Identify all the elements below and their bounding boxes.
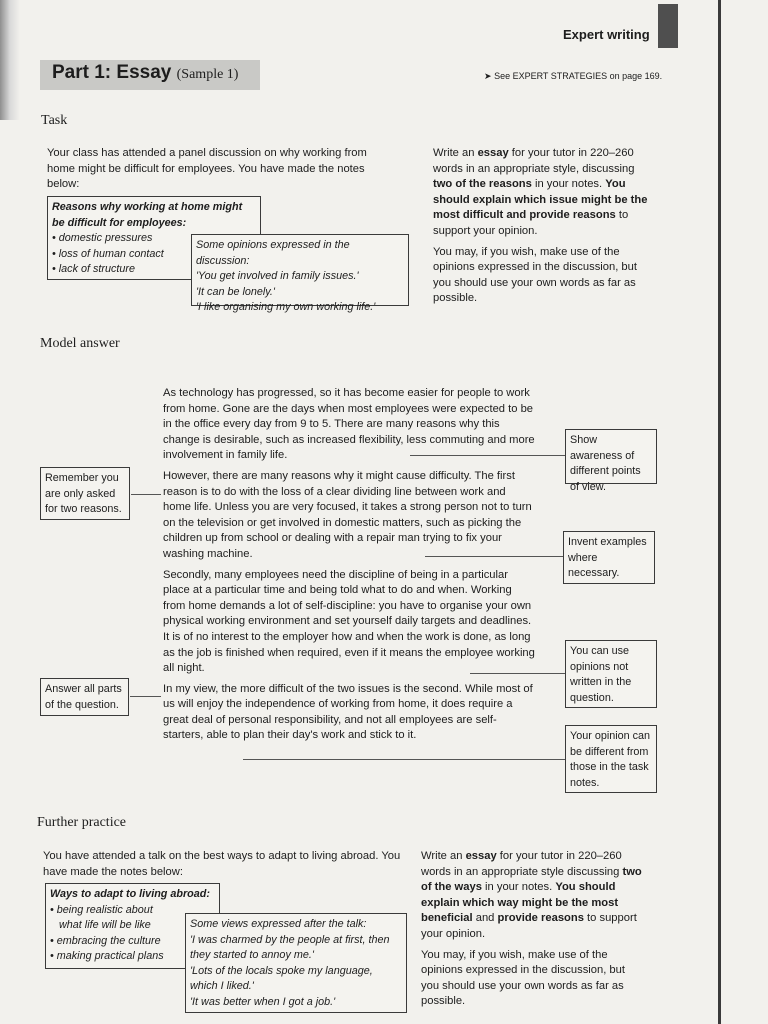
text-run-bold: two of the ways — [421, 865, 642, 894]
margin-note-two-reasons: Remember you are only asked for two reasons. — [40, 467, 130, 520]
scan-edge-shadow — [0, 0, 20, 120]
opinion-item: 'I like organising my own working life.' — [196, 301, 376, 314]
view-item: 'It was better when I got a job.' — [190, 995, 336, 1008]
model-answer-paragraph: As technology has progressed, so it has become easier for people to work from home. Gone are the days when most employees were expected to be in the office every day from 9 to 5. There are many reasons why this change is desirable, such as increased flexibility, less commuting and more involvement in family life. — [163, 387, 535, 462]
part-title-main: Part 1: Essay — [52, 62, 172, 83]
model-answer-text — [163, 386, 535, 749]
text-run-bold: essay — [477, 147, 509, 159]
text-run: for your tutor in 220–260 words in an appropriate style, discussing — [433, 147, 635, 175]
reasons-notes-title: Reasons why working at home might be difficult for employees: — [52, 201, 243, 229]
task-instructions-p2: You may, if you wish, make use of the opinions expressed in the discussion, but you should use your own words as far as possible. — [433, 245, 637, 305]
views-notes-box — [185, 913, 407, 1013]
task-intro: Your class has attended a panel discussion on why working from home might be difficult for employees. You have made the notes below: — [47, 147, 367, 191]
opinion-item: 'You get involved in family issues.' — [196, 270, 359, 283]
text-run: in your notes. — [531, 178, 606, 191]
opinions-notes-box — [191, 234, 409, 314]
reasons-note-item: • loss of human contact — [52, 247, 164, 260]
page-binding-edge — [718, 0, 721, 1024]
strategies-reference-text: See EXPERT STRATEGIES on page 169. — [494, 71, 663, 81]
task-instructions-p1 — [433, 146, 648, 240]
reasons-note-item: • lack of structure — [52, 263, 135, 276]
task-heading: Task — [41, 113, 68, 128]
margin-note-opinions: You can use opinions not written in the question. — [565, 640, 657, 708]
margin-note-all-parts: Answer all parts of the question. — [40, 678, 129, 716]
text-run: Write an — [421, 850, 466, 862]
margin-note-connector — [130, 696, 161, 697]
margin-note-opinion-differs: Your opinion can be different from those in the task notes. — [565, 725, 657, 793]
text-run: in your notes. — [481, 881, 556, 894]
ways-note-item: • embracing the culture — [50, 934, 161, 947]
margin-note-connector — [131, 494, 161, 495]
text-run: and — [472, 912, 498, 925]
view-item: 'Lots of the locals spoke my language, which I liked.' — [190, 964, 373, 993]
ways-note-item: what life will be like — [59, 919, 151, 932]
arrow-right-icon: ➤ — [484, 71, 492, 81]
part-title — [52, 62, 238, 84]
text-run-bold: essay — [465, 850, 497, 862]
text-run: to support your opinion. — [421, 912, 637, 940]
margin-note-connector — [243, 759, 565, 760]
model-answer-paragraph: However, there are many reasons why it might cause difficulty. The first reason is to do with the loss of a clear dividing line between work and home life. Unless you are very focused, it takes a strong person not to turn on the television or get involved in domestic matters, such as picking the children up from school or dealing with a repair man trying to fix your washing machine. — [163, 469, 532, 560]
text-run: to support your opinion. — [433, 209, 629, 237]
margin-note-awareness: Show awareness of different points of view. — [565, 429, 657, 484]
text-run-bold: provide reasons — [497, 912, 584, 925]
text-run-bold: two of the reasons — [433, 178, 532, 191]
model-answer-paragraph: In my view, the more difficult of the two issues is the second. While most of us will enjoy the independence of working from home, it does require a great deal of personal responsibility, and not all employees are self-starters, able to plan their day's work and stick to it. — [163, 682, 533, 742]
further-instructions-p1 — [421, 849, 643, 943]
margin-note-examples: Invent examples where necessary. — [563, 531, 655, 584]
further-instructions-p2: You may, if you wish, make use of the opinions expressed in the discussion, but you should use your own words as far as possible. — [421, 948, 625, 1008]
ways-note-item: • making practical plans — [50, 950, 164, 963]
reasons-note-item: • domestic pressures — [52, 232, 153, 245]
text-run-bold: You should explain which issue might be the most difficult and provide reasons — [433, 178, 648, 222]
further-practice-heading: Further practice — [37, 815, 127, 830]
model-answer-paragraph: Secondly, many employees need the discipline of being in a particular place at a particular time and being told what to do and when. Working from home demands a lot of self-discipline: you have to organise your own physical working environment and set yourself daily targets and deadlines. It is of no interest to the employer how and when the work is done, as long as the job is finished when required, even if it means the employee working all night. — [163, 568, 535, 675]
further-instructions — [421, 849, 643, 1010]
task-instructions — [433, 146, 648, 307]
opinions-notes-title: Some opinions expressed in the discussion: — [196, 239, 350, 267]
opinion-item: 'It can be lonely.' — [196, 285, 275, 298]
text-run: for your tutor in 220–260 words in an appropriate style discussing — [421, 850, 623, 878]
text-run-bold: You should explain which way might be the most beneficial — [421, 881, 619, 925]
text-run: Write an — [433, 147, 478, 159]
margin-note-connector — [425, 556, 563, 557]
ways-notes-title: Ways to adapt to living abroad: — [50, 888, 210, 900]
views-notes-title: Some views expressed after the talk: — [190, 918, 367, 930]
strategies-reference — [484, 71, 662, 82]
view-item: 'I was charmed by the people at first, then they started to annoy me.' — [190, 933, 390, 962]
part-title-sample: (Sample 1) — [176, 67, 239, 82]
model-answer-heading: Model answer — [40, 336, 120, 351]
page-edge-tab — [658, 4, 678, 48]
running-header: Expert writing — [563, 27, 650, 42]
margin-note-connector — [470, 673, 565, 674]
further-intro: You have attended a talk on the best ways to adapt to living abroad. You have made the notes below: — [43, 850, 401, 878]
margin-note-connector — [410, 455, 565, 456]
ways-note-item: • being realistic about — [50, 903, 153, 916]
